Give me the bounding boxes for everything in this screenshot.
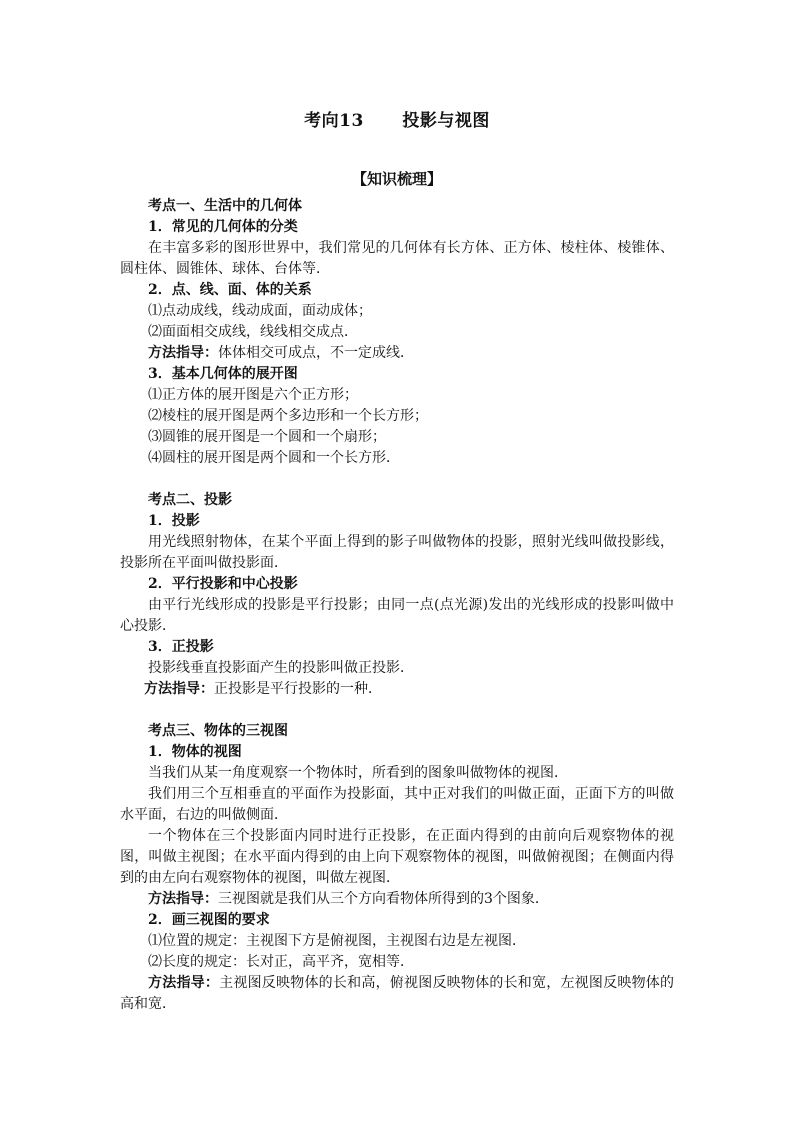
list-item: ⑴点动成线，线动成面，面动成体； — [148, 303, 372, 319]
section-heading-2: 考点二、投影 — [148, 492, 232, 508]
paragraph: 一个物体在三个投影面内同时进行正投影，在正面内得到的由前向后观察物体的视图，叫做主视图；在水平面内得到的由上向下观察物体的视图，叫做俯视图；在侧面内得到的由左向右观察物体的视图，叫做左视图． — [120, 828, 674, 886]
subheading: 2．平行投影和中心投影 — [148, 576, 298, 592]
tip-label: 方法指导： — [148, 891, 218, 907]
tip-text: 三视图就是我们从三个方向看物体所得到的3个图象． — [218, 891, 549, 907]
tip-text: 正投影是平行投影的一种． — [214, 681, 382, 697]
tip-label: 方法指导： — [148, 975, 220, 991]
spacer — [120, 700, 674, 721]
list-item: ⑶圆锥的展开图是一个圆和一个扇形； — [148, 429, 386, 445]
paragraph: 投影线垂直投影面产生的投影叫做正投影． — [148, 660, 414, 676]
list-item: ⑵长度的规定：长对正，高平齐，宽相等． — [148, 954, 414, 970]
paragraph: 由平行光线形成的投影是平行投影；由同一点(点光源)发出的光线形成的投影叫做中心投影． — [120, 597, 674, 634]
page-title: 考向13 投影与视图 — [304, 111, 490, 131]
method-tip — [120, 679, 674, 700]
section-subtitle: 【知识梳理】 — [351, 170, 442, 188]
tip-label: 方法指导： — [148, 345, 218, 361]
list-item: ⑴正方体的展开图是六个正方形； — [148, 387, 358, 403]
method-tip — [120, 343, 674, 364]
list-item: ⑵面面相交成线，线线相交成点． — [148, 324, 358, 340]
tip-label: 方法指导： — [144, 681, 214, 697]
section-heading-1: 考点一、生活中的几何体 — [148, 198, 302, 214]
list-item: ⑴位置的规定：主视图下方是俯视图，主视图右边是左视图． — [148, 933, 526, 949]
subheading: 2．画三视图的要求 — [148, 912, 270, 928]
subheading: 2．点、线、面、体的关系 — [148, 282, 312, 298]
paragraph: 用光线照射物体，在某个平面上得到的影子叫做物体的投影，照射光线叫做投影线，投影所在平面叫做投影面． — [120, 534, 674, 571]
subheading: 3．正投影 — [148, 639, 214, 655]
subheading: 1．常见的几何体的分类 — [148, 219, 298, 235]
method-tip — [120, 973, 674, 1015]
paragraph: 当我们从某一角度观察一个物体时，所看到的图象叫做物体的视图． — [148, 765, 568, 781]
tip-text: 主视图反映物体的长和高，俯视图反映物体的长和宽，左视图反映物体的高和宽． — [120, 975, 675, 1012]
paragraph: 我们用三个互相垂直的平面作为投影面，其中正对我们的叫做正面，正面下方的叫做水平面，右边的叫做侧面． — [120, 786, 674, 823]
method-tip — [120, 889, 674, 910]
tip-text: 体体相交可成点，不一定成线． — [218, 345, 414, 361]
subheading: 1．物体的视图 — [148, 744, 242, 760]
section-heading-3: 考点三、物体的三视图 — [148, 723, 288, 739]
subheading: 3．基本几何体的展开图 — [148, 366, 298, 382]
list-item: ⑵棱柱的展开图是两个多边形和一个长方形； — [148, 408, 428, 424]
spacer — [120, 469, 674, 490]
subheading: 1．投影 — [148, 513, 200, 529]
document-body — [120, 196, 674, 1015]
paragraph: 在丰富多彩的图形世界中，我们常见的几何体有长方体、正方体、棱柱体、棱锥体、圆柱体、圆锥体、球体、台体等． — [120, 240, 674, 277]
list-item: ⑷圆柱的展开图是两个圆和一个长方形． — [148, 450, 400, 466]
